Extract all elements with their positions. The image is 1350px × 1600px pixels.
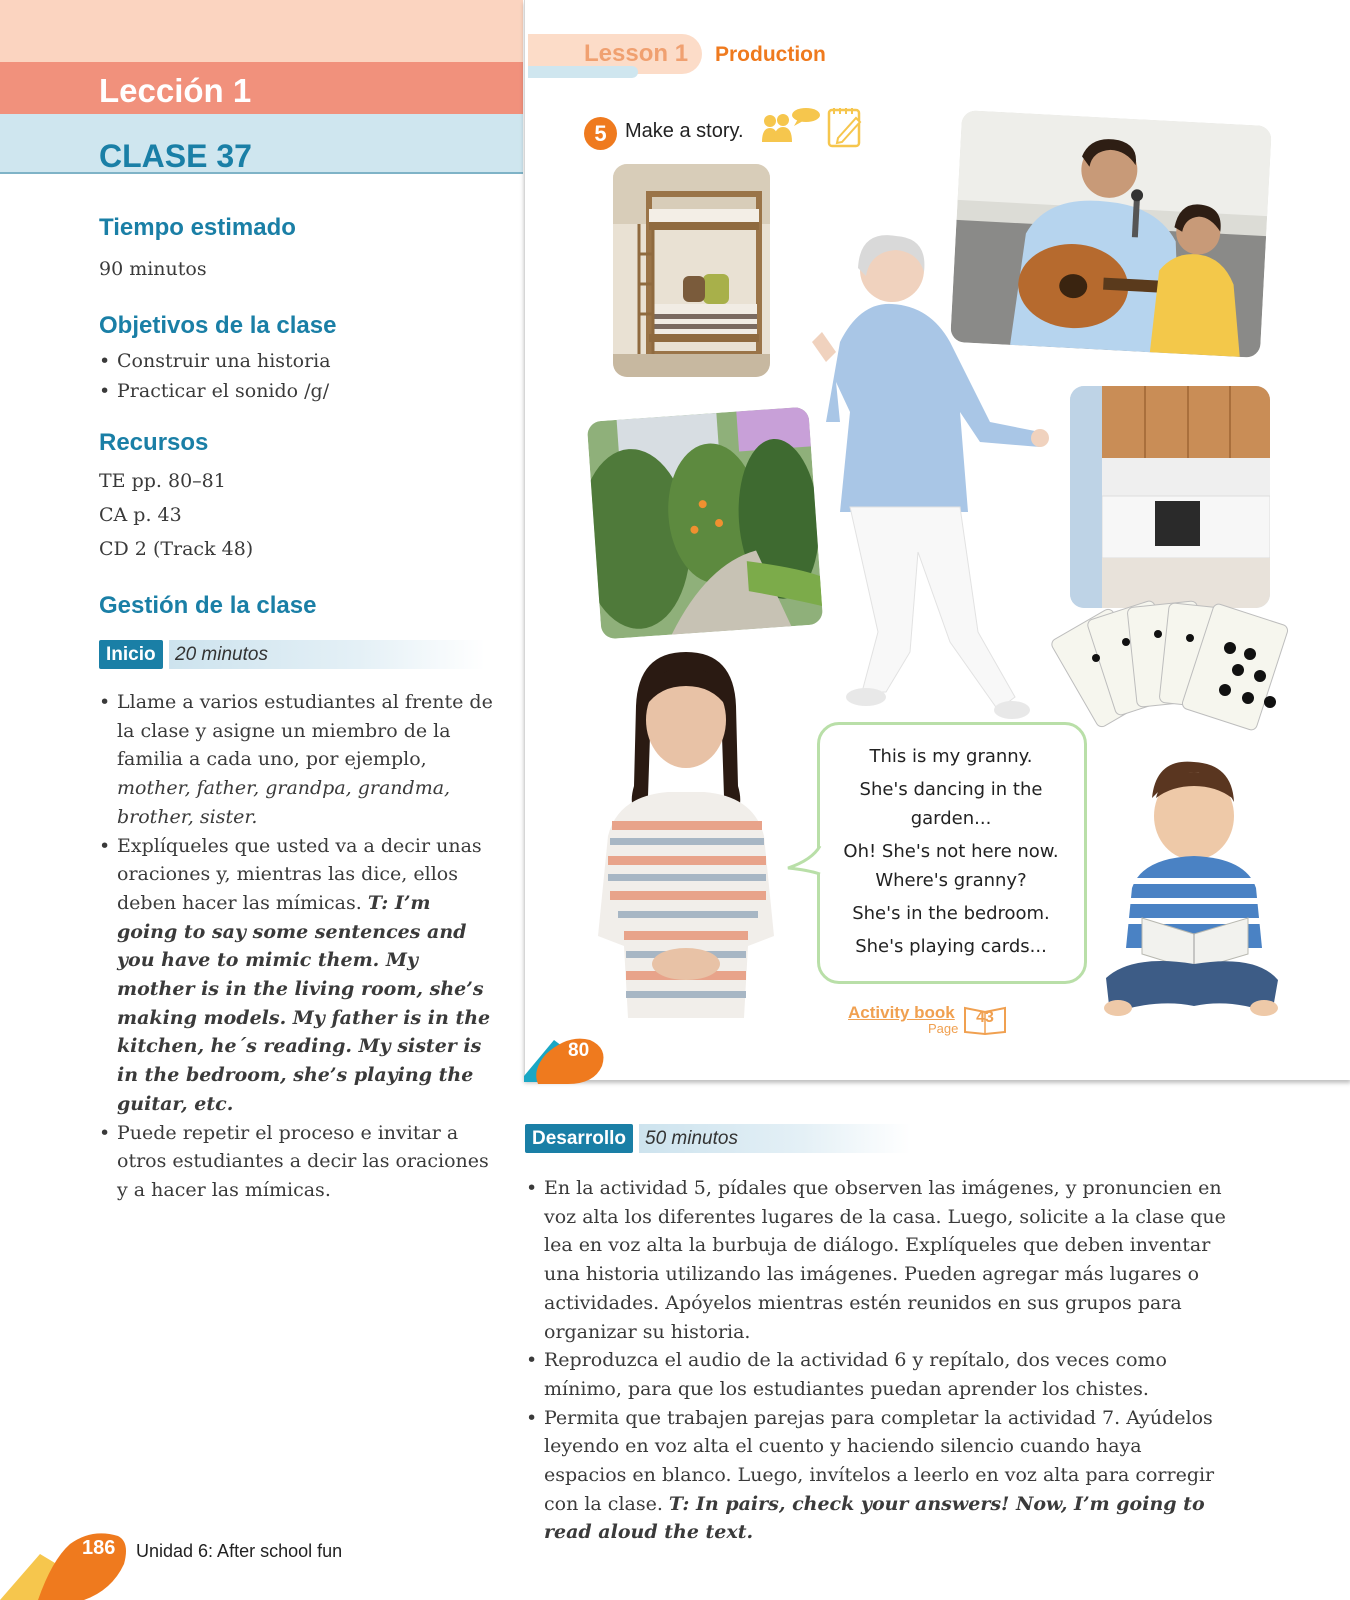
bullet-item — [99, 1119, 494, 1205]
inicio-label: Inicio — [99, 640, 163, 669]
page-number: 186 — [82, 1537, 116, 1559]
objetivo-item: • Practicar el sonido /g/ — [99, 376, 331, 406]
inicio-bullets — [99, 688, 494, 1205]
bubble-line: She's in the bedroom. — [852, 903, 1050, 924]
desarrollo-time-bar — [525, 1124, 905, 1153]
bullet-text: mother, father, grandpa, grandma, brother, sister. — [117, 777, 451, 828]
group-work-icon — [760, 106, 822, 146]
bullet-text: T: In pairs, check your answers! Now, I’m going to read aloud the text. — [544, 1492, 1205, 1544]
student-page-number-tab — [524, 1034, 608, 1084]
bubble-line: Oh! She's not here now. Where's granny? — [843, 841, 1059, 891]
bubble-line: This is my granny. — [869, 746, 1033, 767]
kitchen-photo — [1070, 386, 1270, 608]
leccion-title: Lección 1 — [99, 72, 252, 109]
bubble-line: She's playing cards... — [855, 936, 1047, 957]
girl-with-braids-image — [588, 646, 784, 1018]
gestion-heading: Gestión de la clase — [99, 592, 317, 619]
tiempo-heading: Tiempo estimado — [99, 214, 296, 241]
header-band-salmon — [0, 62, 523, 114]
activity-book-page-word: Page — [928, 1021, 959, 1036]
activity-instruction: Make a story. — [625, 120, 744, 142]
desarrollo-minutes: 50 minutos — [639, 1124, 911, 1153]
activity-book-page-number: 43 — [976, 1009, 994, 1026]
header-band-peach — [0, 0, 523, 62]
father-daughter-guitar-photo — [950, 110, 1272, 358]
recursos-list — [99, 464, 253, 566]
bullet-text: Puede repetir el proceso e invitar a otros estudiantes a decir las oraciones y a hacer las mímicas. — [117, 1121, 489, 1201]
garden-photo — [587, 407, 824, 640]
inicio-minutes: 20 minutos — [169, 640, 485, 669]
bullet-item — [99, 832, 494, 1119]
bubble-line: She's dancing in the garden... — [859, 779, 1043, 829]
tiempo-value: 90 minutos — [99, 258, 207, 280]
objetivos-heading: Objetivos de la clase — [99, 312, 337, 339]
bullet-item — [526, 1346, 1226, 1403]
activity-book-link[interactable]: Activity book — [848, 1003, 955, 1022]
inicio-time-bar — [99, 640, 479, 669]
bedroom-bunk-bed-photo — [613, 164, 770, 377]
section-label: Production — [715, 43, 826, 66]
bullet-item — [99, 688, 494, 832]
clase-title: CLASE 37 — [99, 138, 252, 174]
bullet-text: Llame a varios estudiantes al frente de la clase y asigne un miembro de la familia a cada uno, por ejemplo, — [117, 691, 493, 771]
recurso-item: TE pp. 80–81 — [99, 470, 226, 492]
objetivos-list — [99, 346, 331, 406]
bullet-text: Explíqueles que usted va a decir unas oraciones y, mientras las dice, ellos deben hacer las mímicas. — [117, 834, 482, 914]
activity-number: 5 — [584, 117, 617, 150]
boy-reading-book-image — [1102, 758, 1280, 1028]
desarrollo-bullets — [526, 1174, 1226, 1547]
desarrollo-label: Desarrollo — [525, 1124, 633, 1153]
bullet-item — [526, 1174, 1226, 1346]
student-page-number: 80 — [568, 1040, 590, 1061]
bullet-item — [526, 1404, 1226, 1548]
notebook-pencil-icon — [826, 106, 866, 150]
lesson-label: Lesson 1 — [584, 40, 689, 67]
recurso-item: CD 2 (Track 48) — [99, 538, 254, 560]
objetivo-item: • Construir una historia — [99, 346, 331, 376]
recurso-item: CA p. 43 — [99, 504, 182, 526]
bullet-text: T: I’m going to say some sentences and you have to mimic them. My mother is in the living room, she’s making models. My father is in the kitchen, he´s reading. My sister is in the bedroom, she’s playing the guitar, etc. — [117, 891, 491, 1115]
speech-bubble-text — [820, 742, 1082, 965]
header-band-blue — [0, 114, 523, 174]
bullet-text: En la actividad 5, pídales que observen las imágenes, y pronuncien en voz alta los diferentes lugares de la casa. Luego, solicite a la clase que lea en voz alta la burbuja de diálogo. Explíqueles que deben inventar una historia utilizando las imágenes. Pueden agregar más lugares o actividades. Apóyelos mientras estén reunidos en sus grupos para organizar su historia. — [544, 1177, 1226, 1343]
unit-title: Unidad 6: After school fun — [136, 1541, 343, 1561]
footer-page-tab — [0, 1520, 130, 1600]
bullet-text: Permita que trabajen parejas para completar la actividad 7. Ayúdelos leyendo en voz alta el cuento y haciendo silencio cuando haya espacios en blanco. Luego, invítelos a leerlo en voz alta para corregir con la clase. — [544, 1406, 1215, 1515]
bullet-text: Reproduzca el audio de la actividad 6 y repítalo, dos veces como mínimo, para que los estudiantes puedan aprender los chistes. — [544, 1349, 1167, 1400]
recursos-heading: Recursos — [99, 429, 209, 456]
